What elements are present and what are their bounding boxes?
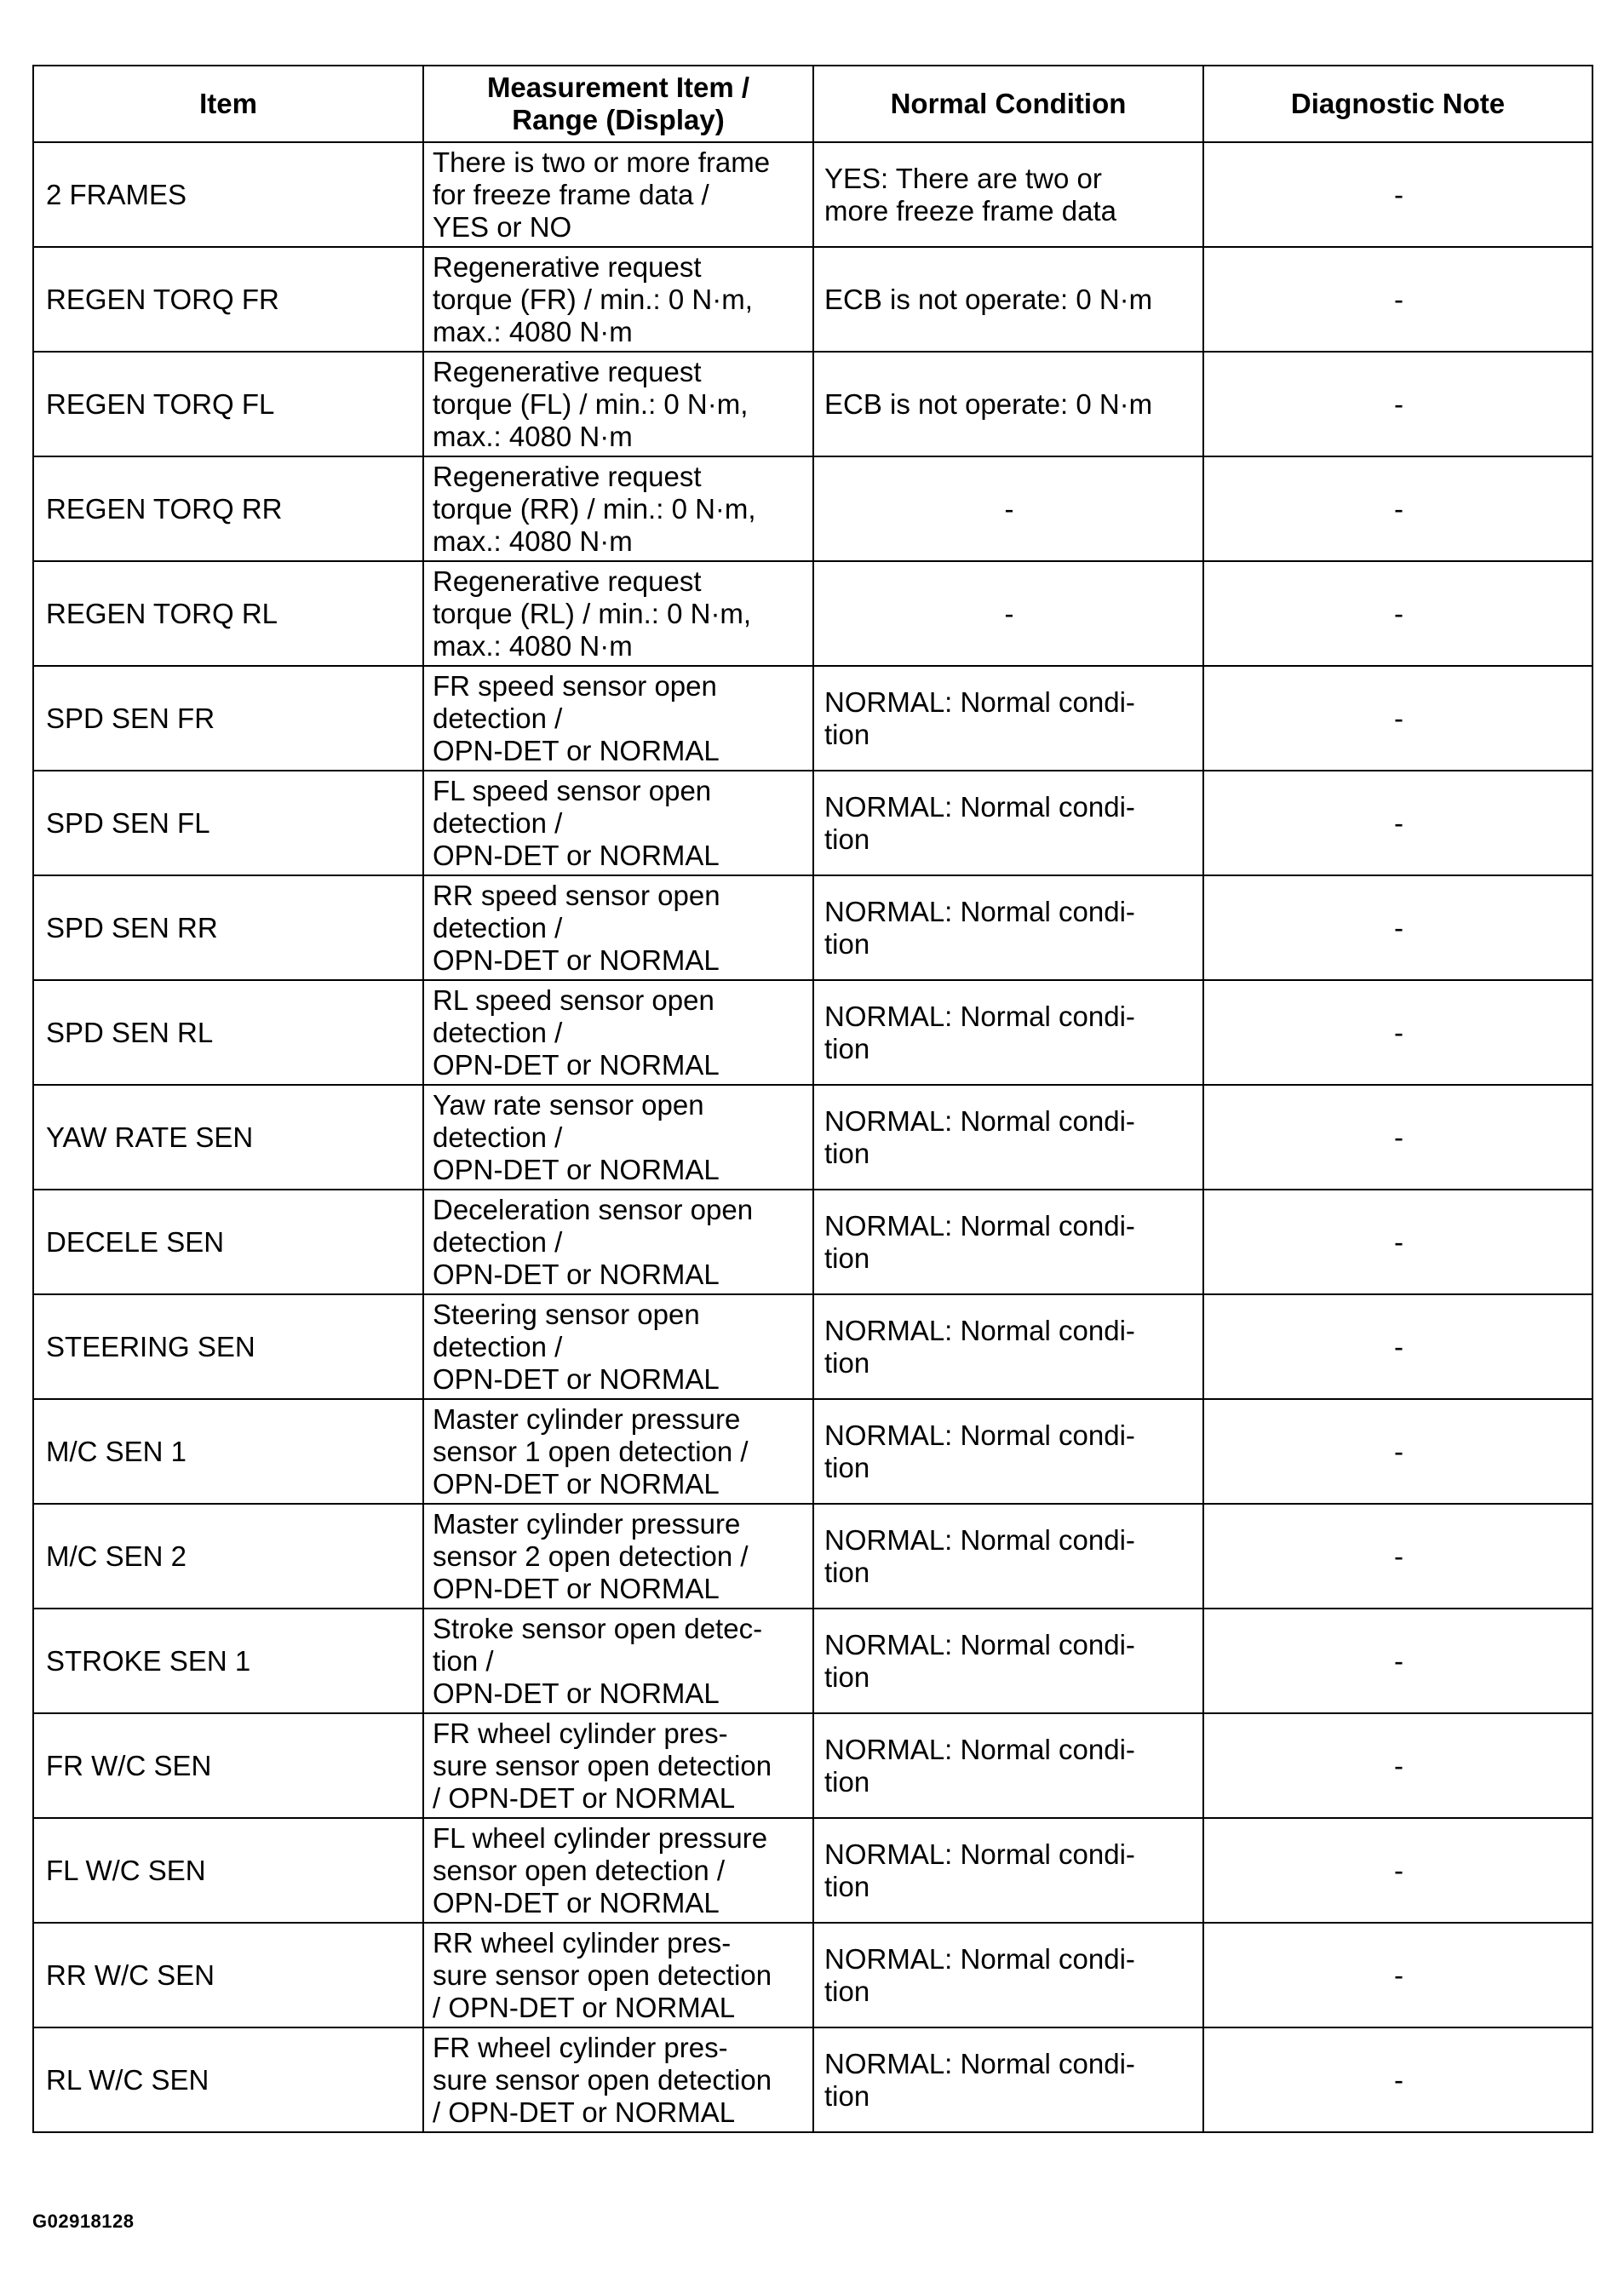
cell-diagnostic-note: - <box>1203 1923 1592 2027</box>
cell-item: REGEN TORQ RR <box>33 456 423 561</box>
table-row <box>33 1923 1592 2027</box>
cell-normal-condition: NORMAL: Normal condi- tion <box>813 1609 1203 1713</box>
cell-measurement: FL speed sensor open detection / OPN-DET or NORMAL <box>423 771 813 875</box>
header-measurement: Measurement Item / Range (Display) <box>423 66 813 142</box>
cell-measurement: RR speed sensor open detection / OPN-DET or NORMAL <box>423 875 813 980</box>
cell-diagnostic-note: - <box>1203 561 1592 666</box>
cell-normal-condition: NORMAL: Normal condi- tion <box>813 771 1203 875</box>
cell-diagnostic-note: - <box>1203 1504 1592 1609</box>
table-body <box>33 142 1592 2132</box>
header-diagnostic-note: Diagnostic Note <box>1203 66 1592 142</box>
header-item: Item <box>33 66 423 142</box>
cell-normal-condition: NORMAL: Normal condi- tion <box>813 1504 1203 1609</box>
cell-normal-condition: - <box>813 561 1203 666</box>
table-row <box>33 1609 1592 1713</box>
cell-item: FR W/C SEN <box>33 1713 423 1818</box>
table-row <box>33 1190 1592 1294</box>
cell-measurement: Steering sensor open detection / OPN-DET or NORMAL <box>423 1294 813 1399</box>
cell-normal-condition: ECB is not operate: 0 N·m <box>813 247 1203 352</box>
cell-normal-condition: NORMAL: Normal condi- tion <box>813 2027 1203 2132</box>
cell-diagnostic-note: - <box>1203 247 1592 352</box>
table-row <box>33 561 1592 666</box>
table-header <box>33 66 1592 142</box>
header-row <box>33 66 1592 142</box>
cell-item: SPD SEN FL <box>33 771 423 875</box>
cell-diagnostic-note: - <box>1203 1399 1592 1504</box>
cell-item: SPD SEN RR <box>33 875 423 980</box>
cell-normal-condition: NORMAL: Normal condi- tion <box>813 1085 1203 1190</box>
table-row <box>33 980 1592 1085</box>
cell-normal-condition: NORMAL: Normal condi- tion <box>813 980 1203 1085</box>
table-row <box>33 352 1592 456</box>
table-row <box>33 247 1592 352</box>
cell-measurement: Stroke sensor open detec- tion / OPN-DET or NORMAL <box>423 1609 813 1713</box>
cell-item: M/C SEN 2 <box>33 1504 423 1609</box>
cell-normal-condition: NORMAL: Normal condi- tion <box>813 1923 1203 2027</box>
cell-measurement: Regenerative request torque (RR) / min.: 0 N·m, max.: 4080 N·m <box>423 456 813 561</box>
cell-diagnostic-note: - <box>1203 456 1592 561</box>
cell-normal-condition: NORMAL: Normal condi- tion <box>813 1190 1203 1294</box>
cell-normal-condition: NORMAL: Normal condi- tion <box>813 666 1203 771</box>
table-row <box>33 456 1592 561</box>
cell-measurement: Deceleration sensor open detection / OPN-DET or NORMAL <box>423 1190 813 1294</box>
cell-item: REGEN TORQ FR <box>33 247 423 352</box>
data-list-table <box>32 65 1593 2133</box>
table-row <box>33 1294 1592 1399</box>
table-row <box>33 1085 1592 1190</box>
table-row <box>33 1399 1592 1504</box>
cell-item: M/C SEN 1 <box>33 1399 423 1504</box>
cell-measurement: There is two or more frame for freeze frame data / YES or NO <box>423 142 813 247</box>
cell-normal-condition: NORMAL: Normal condi- tion <box>813 1294 1203 1399</box>
cell-measurement: FL wheel cylinder pressure sensor open detection / OPN-DET or NORMAL <box>423 1818 813 1923</box>
table-row <box>33 2027 1592 2132</box>
cell-normal-condition: ECB is not operate: 0 N·m <box>813 352 1203 456</box>
cell-measurement: Regenerative request torque (FR) / min.: 0 N·m, max.: 4080 N·m <box>423 247 813 352</box>
cell-normal-condition: YES: There are two or more freeze frame data <box>813 142 1203 247</box>
cell-item: RR W/C SEN <box>33 1923 423 2027</box>
cell-measurement: FR wheel cylinder pres- sure sensor open detection / OPN-DET or NORMAL <box>423 1713 813 1818</box>
cell-diagnostic-note: - <box>1203 666 1592 771</box>
cell-item: SPD SEN FR <box>33 666 423 771</box>
table-row <box>33 666 1592 771</box>
table-row <box>33 771 1592 875</box>
cell-item: REGEN TORQ RL <box>33 561 423 666</box>
cell-measurement: FR wheel cylinder pres- sure sensor open detection / OPN-DET or NORMAL <box>423 2027 813 2132</box>
cell-diagnostic-note: - <box>1203 1818 1592 1923</box>
cell-normal-condition: NORMAL: Normal condi- tion <box>813 1818 1203 1923</box>
table-row <box>33 1713 1592 1818</box>
cell-item: SPD SEN RL <box>33 980 423 1085</box>
cell-measurement: Yaw rate sensor open detection / OPN-DET or NORMAL <box>423 1085 813 1190</box>
cell-diagnostic-note: - <box>1203 1713 1592 1818</box>
cell-item: REGEN TORQ FL <box>33 352 423 456</box>
cell-normal-condition: NORMAL: Normal condi- tion <box>813 875 1203 980</box>
table-row <box>33 142 1592 247</box>
cell-measurement: Regenerative request torque (RL) / min.: 0 N·m, max.: 4080 N·m <box>423 561 813 666</box>
cell-diagnostic-note: - <box>1203 1609 1592 1713</box>
cell-item: STROKE SEN 1 <box>33 1609 423 1713</box>
cell-diagnostic-note: - <box>1203 1294 1592 1399</box>
cell-item: 2 FRAMES <box>33 142 423 247</box>
figure-id: G02918128 <box>32 2211 135 2232</box>
cell-diagnostic-note: - <box>1203 1190 1592 1294</box>
cell-diagnostic-note: - <box>1203 2027 1592 2132</box>
cell-diagnostic-note: - <box>1203 1085 1592 1190</box>
header-normal-condition: Normal Condition <box>813 66 1203 142</box>
table-row <box>33 1818 1592 1923</box>
cell-diagnostic-note: - <box>1203 875 1592 980</box>
cell-measurement: FR speed sensor open detection / OPN-DET or NORMAL <box>423 666 813 771</box>
cell-diagnostic-note: - <box>1203 352 1592 456</box>
cell-measurement: Master cylinder pressure sensor 1 open detection / OPN-DET or NORMAL <box>423 1399 813 1504</box>
cell-measurement: Master cylinder pressure sensor 2 open detection / OPN-DET or NORMAL <box>423 1504 813 1609</box>
cell-normal-condition: NORMAL: Normal condi- tion <box>813 1399 1203 1504</box>
cell-measurement: RL speed sensor open detection / OPN-DET or NORMAL <box>423 980 813 1085</box>
cell-item: RL W/C SEN <box>33 2027 423 2132</box>
cell-normal-condition: NORMAL: Normal condi- tion <box>813 1713 1203 1818</box>
cell-item: FL W/C SEN <box>33 1818 423 1923</box>
cell-diagnostic-note: - <box>1203 980 1592 1085</box>
cell-measurement: Regenerative request torque (FL) / min.: 0 N·m, max.: 4080 N·m <box>423 352 813 456</box>
cell-diagnostic-note: - <box>1203 771 1592 875</box>
cell-measurement: RR wheel cylinder pres- sure sensor open detection / OPN-DET or NORMAL <box>423 1923 813 2027</box>
cell-normal-condition: - <box>813 456 1203 561</box>
cell-item: YAW RATE SEN <box>33 1085 423 1190</box>
table-row <box>33 875 1592 980</box>
cell-item: STEERING SEN <box>33 1294 423 1399</box>
table-row <box>33 1504 1592 1609</box>
cell-item: DECELE SEN <box>33 1190 423 1294</box>
cell-diagnostic-note: - <box>1203 142 1592 247</box>
